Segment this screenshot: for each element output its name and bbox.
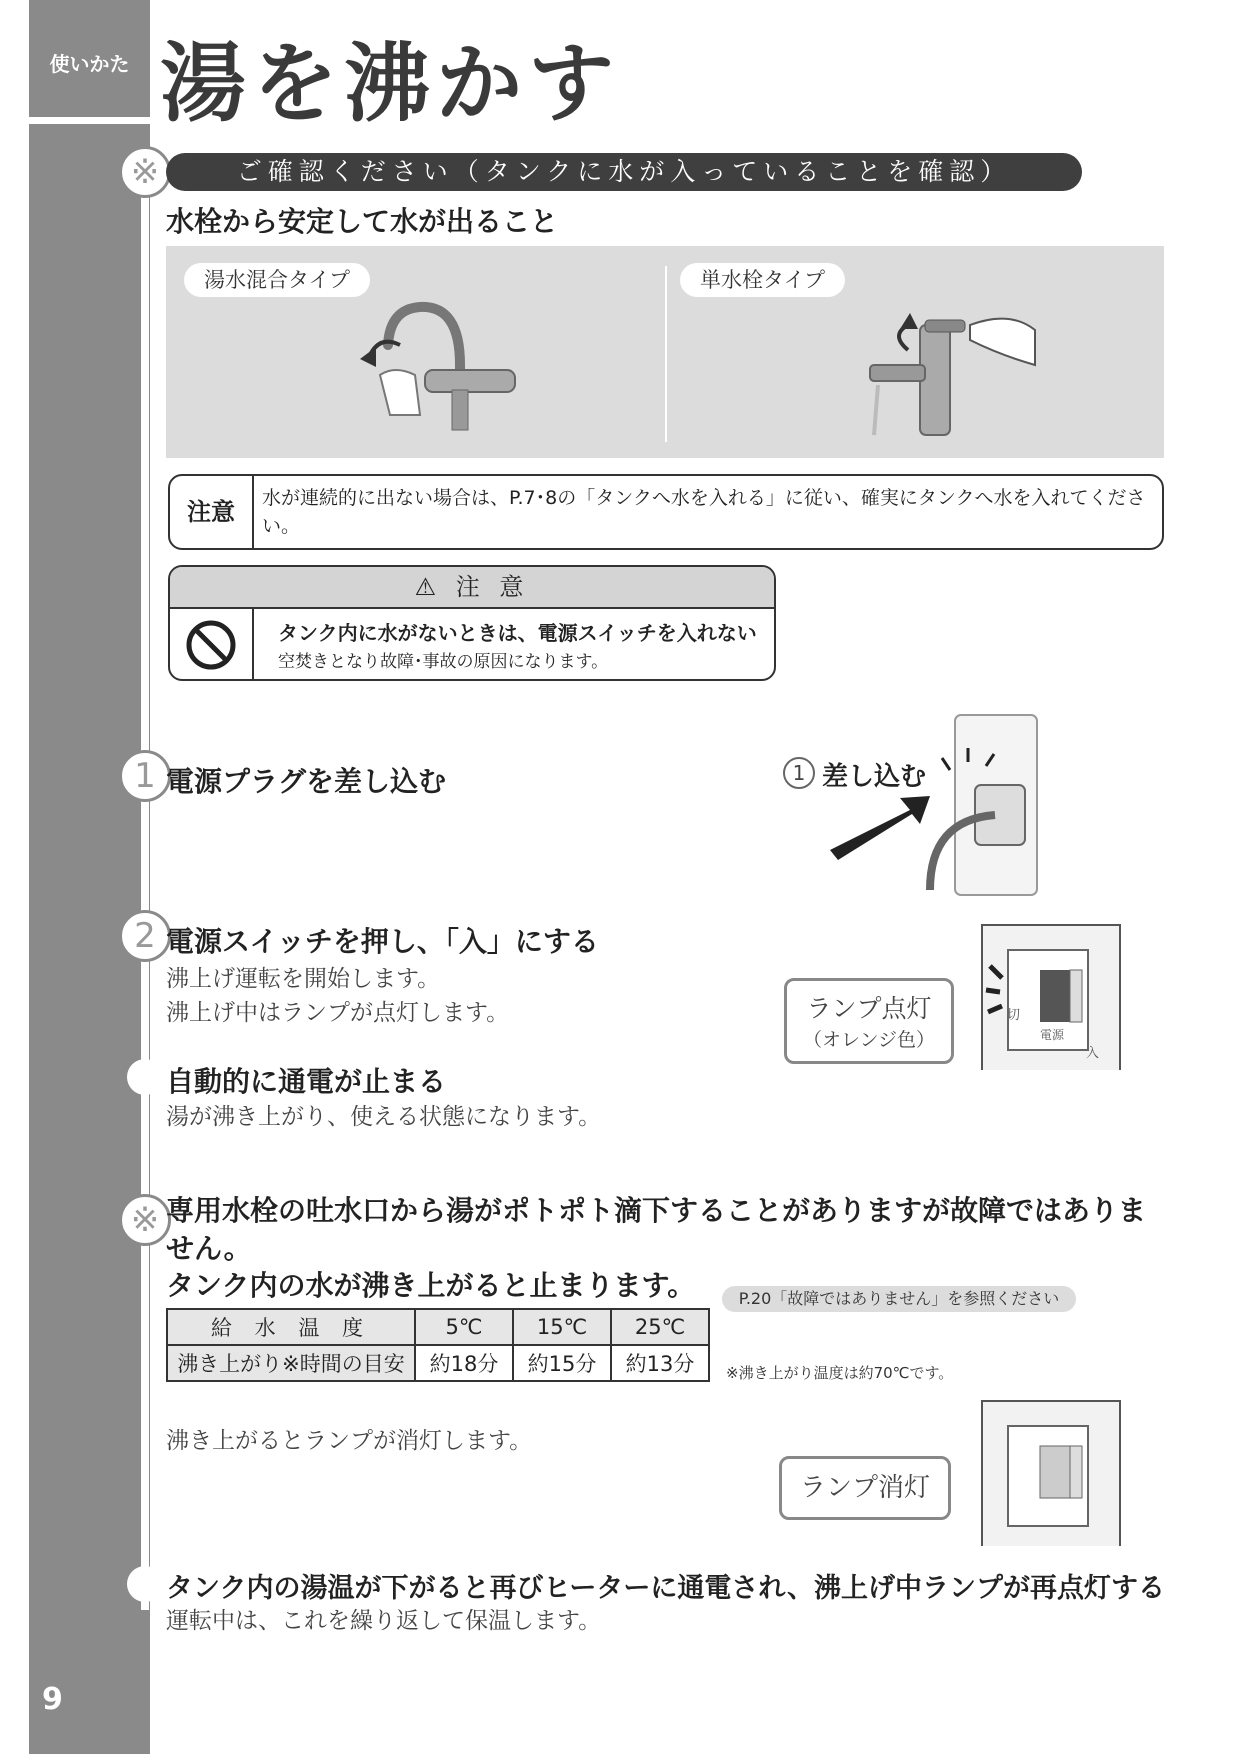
faucet-type-single-tag: 単水栓タイプ [680, 263, 845, 297]
step-1-badge: 1 [119, 750, 171, 802]
prohibited-icon [170, 609, 252, 681]
lamp-off-text: 沸き上がるとランプが消灯します。 [166, 1428, 533, 1454]
plug-callout-number: 1 [783, 757, 815, 789]
check-banner: ご確認ください（タンクに水が入っていることを確認） [166, 153, 1082, 191]
lamp-on-title: ランプ点灯 [806, 994, 932, 1023]
check-symbol-badge: ※ [119, 146, 171, 198]
table-footnote: ※沸き上がり温度は約70℃です。 [726, 1364, 954, 1382]
step-2-line-2: 沸上げ中はランプが点灯します。 [166, 1000, 510, 1026]
auto-stop-title: 自動的に通電が止まる [166, 1065, 447, 1098]
reference-pill: P.20「故障ではありません」を参照ください [722, 1286, 1076, 1312]
timeline-dot [127, 1059, 163, 1095]
timeline-line [141, 150, 149, 1610]
caution-label: 注意 [170, 476, 254, 548]
warning-icon-cell [170, 609, 254, 681]
table-time-cell: 約15分 [513, 1345, 611, 1381]
switch-panel-lamp-on [980, 920, 1130, 1070]
caution-box [168, 474, 1164, 550]
switch-panel-lamp-off [980, 1396, 1130, 1546]
step-2-line-1: 沸上げ運転を開始します。 [166, 966, 441, 992]
auto-stop-text: 湯が沸き上がり、使える状態になります。 [166, 1104, 602, 1130]
mixing-faucet-illustration [340, 295, 540, 445]
lamp-on-callout [784, 978, 954, 1064]
page-title: 湯を沸かす [160, 34, 620, 134]
plug-callout-text: 差し込む [822, 762, 927, 792]
warning-main-text: タンク内に水がないときは、電源スイッチを入れない [278, 621, 757, 645]
table-header-label: 給 水 温 度 [167, 1309, 415, 1345]
warning-title: 注 意 [455, 573, 530, 601]
warning-triangle-icon: ⚠ [414, 573, 443, 601]
note-line-2: タンク内の水が沸き上がると止まります。 [166, 1269, 696, 1302]
note-symbol-badge: ※ [119, 1194, 171, 1246]
note-line-1: 専用水栓の吐水口から湯がポトポト滴下することがありますが故障ではありません。 [166, 1194, 1147, 1265]
step-2-title: 電源スイッチを押し、「入」にする [166, 925, 599, 958]
panel-divider [665, 266, 667, 442]
warning-box [168, 565, 776, 681]
switch-on-label: 入 [1086, 1046, 1100, 1061]
table-time-cell: 約18分 [415, 1345, 513, 1381]
caution-text: 水が連続的に出ない場合は、P.7･8の「タンクへ水を入れる」に従い、確実にタンクへ水を入れてください。 [262, 487, 1146, 537]
reheat-text: 運転中は、これを繰り返して保温します。 [166, 1608, 602, 1634]
table-time-cell: 約13分 [611, 1345, 709, 1381]
lamp-on-sub: （オレンジ色） [802, 1029, 936, 1051]
step-2-badge: 2 [119, 910, 171, 962]
page-number: 9 [42, 1682, 63, 1717]
warning-header [170, 567, 774, 609]
table-temp-cell: 15℃ [513, 1309, 611, 1345]
switch-off-symbol: 切 [1007, 1008, 1021, 1023]
table-temp-cell: 5℃ [415, 1309, 513, 1345]
plug-illustration [780, 710, 1050, 900]
section-label: 使いかた [49, 52, 130, 76]
single-faucet-illustration [860, 305, 1060, 445]
table-row-label: 沸き上がり※時間の目安 [167, 1345, 415, 1381]
boil-time-table [166, 1308, 710, 1382]
table-row [167, 1345, 709, 1381]
lamp-off-callout: ランプ消灯 [779, 1456, 951, 1520]
switch-label: 電源 [1040, 1028, 1065, 1042]
table-temp-cell: 25℃ [611, 1309, 709, 1345]
reheat-title: タンク内の湯温が下がると再びヒーターに通電され、沸上げ中ランプが再点灯する [166, 1573, 1165, 1604]
faucet-type-mixing-tag: 湯水混合タイプ [184, 263, 370, 297]
check-heading: 水栓から安定して水が出ること [166, 205, 559, 238]
warning-sub-text: 空焚きとなり故障･事故の原因になります。 [278, 652, 609, 672]
table-row [167, 1309, 709, 1345]
step-1-title: 電源プラグを差し込む [166, 765, 447, 798]
timeline-dot [127, 1566, 163, 1602]
